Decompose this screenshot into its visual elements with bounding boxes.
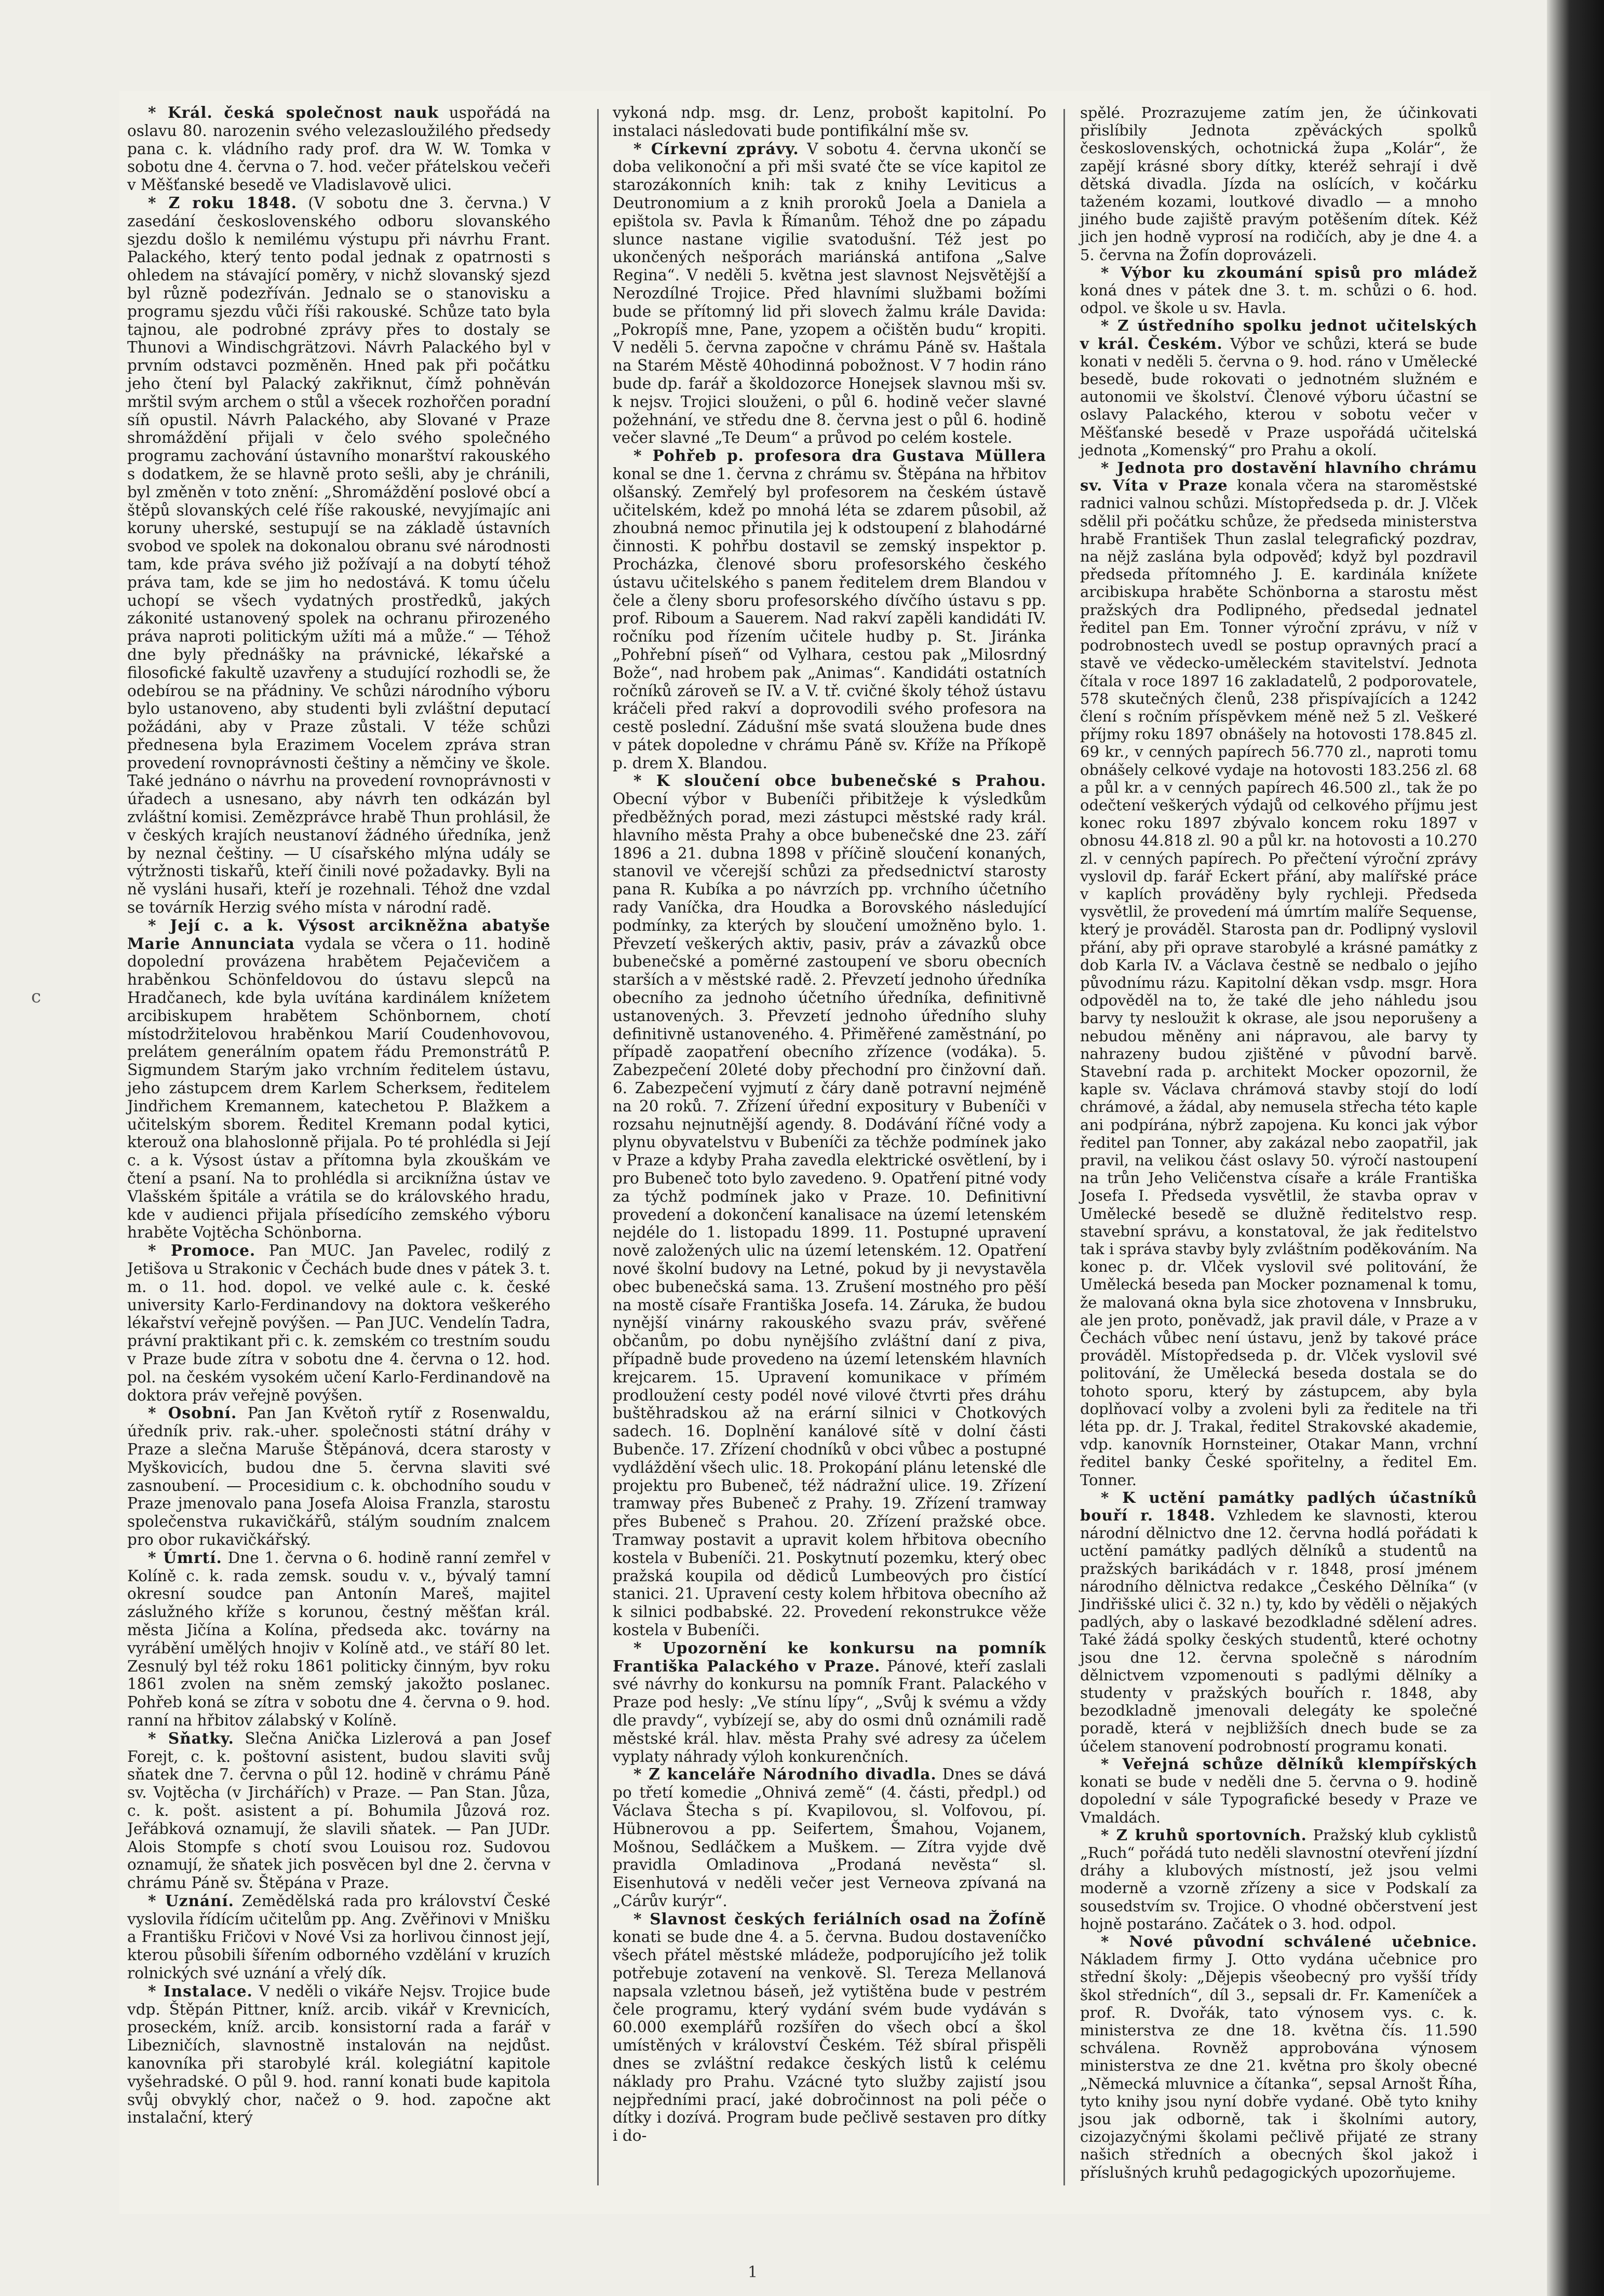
news-item-heading: * Její c. a k. Výsost arcikněžna abatyše Marie Annunciata — [127, 916, 550, 953]
news-item — [127, 194, 550, 917]
news-item-body: Slečna Anička Lizlerová a pan Josef Forejt, c. k. poštovní asistent, budou slaviti svůj sňatek dne 7. června o půl 12. hodině v chrámu Páně sv. Vojtěcha (v Jirchářích) v Praze. — Pan Stan. Jůza, c. k. pošt. asistent a pí. Bohumila Jůzová roz. Jeřábková oznamují, že slavili sňatek. — Pan JUDr. Alois Stompfe s chotí svou Louisou roz. Sudovou oznamují, že sňatek jich posvěcen byl dne 2. června v chrámu Páně sv. Štěpána v Praze. — [127, 1729, 550, 1892]
column-rule — [1063, 109, 1065, 2185]
news-item-heading: * Veřejná schůze dělníků klempířských — [1101, 1755, 1477, 1773]
news-item — [1080, 459, 1477, 1489]
news-item-body: Dne 1. června o 6. hodině ranní zemřel v Kolíně c. k. rada zemsk. soudu v. v., bývalý tamní okresní soudce pan Antonín Mareš, majitel záslužného kříže s korunou, čestný měšťan král. města Jičína a Kolína, předseda akc. továrny na vyrábění umělých hnojiv v Kolíně atd., ve stáří 80 let. Zesnulý byl též roku 1861 politicky činným, byv roku 1861 zvolen na sněm zemský jakožto poslanec. Pohřeb koná se zítra v sobotu dne 4. června o 9. hod. ranní na hřbitov zálabský v Kolíně. — [127, 1548, 550, 1729]
column-3 — [1080, 104, 1477, 2181]
margin-mark: c — [31, 986, 42, 1007]
page-folio: 1 — [748, 2263, 758, 2281]
news-item-heading: * Promoce. — [148, 1241, 256, 1260]
news-item-body: spělé. Prozrazujeme zatím jen, že účinkovati přislíbily Jednota zpěváckých spolků československých, ochotnická župa „Kolár“, že zapějí krásné sbory dítky, kteréž sehrají i dvě dětská divadla. Jízda na oslících, v kočárku taženém kozami, loutkové divadlo — a mnoho jiného bude zajiště pravým potěšením dítek. Kéž jich jen hodně vyprosí na rodičích, aby je dne 4. a 5. června na Žofín doprovázeli. — [1080, 104, 1477, 264]
news-item — [1080, 264, 1477, 317]
news-item — [1080, 104, 1477, 264]
news-item-heading: * Sňatky. — [148, 1729, 234, 1747]
news-item — [1080, 317, 1477, 459]
news-item-body: V sobotu 4. června ukončí se doba velikonoční a při mši svaté čte se více kapitol ze starozákonních knih: tak z knihy Leviticus a Deutronomium a z knih proroků Joela a Daniela a epištola sv. Pavla k Římanům. Téhož dne po západu slunce nastane vigilie svatodušní. Též jest po ukončených nešporách mariánská antifona „Salve Regina“. V neděli 5. května jest slavnost Nejsvětější a Nerozdílné Trojice. Před hlavními službami božími bude se přítomný lid při slovech žalmu krále Davida: „Pokropíš mne, Pane, yzopem a očištěn budu“ kropiti. V neděli 5. června započne v chrámu Páně sv. Haštala na Starém Městě 40hodinná pobožnost. V 7 hodin ráno bude dp. farář a školdozorce Honejsek slavnou mši sv. k nejsv. Trojici slouženi, o půl 6. hodině večer slavné požehnání, ve středu dne 8. června jest o půl 6. hodině večer slavné „Te Deum“ a průvod po celém kostele. — [613, 140, 1046, 447]
news-item — [127, 1892, 550, 1982]
news-item-body: Obecní výbor v Bubeníči přibitžeje k výsledkům předběžných porad, mezi zástupci městské rady král. hlavního města Prahy a obce bubenečské dne 23. září 1896 a 21. dubna 1898 v příčině sloučení konaných, stanovil ve včerejší schůzi za předsednictví starosty pana R. Kubíka a po návrzích pp. vrchního účetního rady Vaníčka, dra Houdka a Borovského následující podmínky, za kterých by sloučení umožněno bylo. 1. Převzetí veškerých aktiv, pasiv, práv a závazků obce bubenečské a poměrné zastoupení ve sboru obecních starších a v městské radě. 2. Převzetí jednoho úředníka obecního za jednoho účetního úředníka, definitivně ustanovených. 3. Převzetí jednoho úředního sluhy definitivně ustanoveného. 4. Přiměřené zaměstnání, po případě zaopatření obecního zřízence (vodáka). 5. Zabezpečení 20leté doby přechodní pro činžovní daň. 6. Zabezpečení vyjmutí z čáry daně potravní nejméně na 20 roků. 7. Zřízení úřední expositury v Bubeníči v rozsahu nejnutnější agendy. 8. Dodávání říčné vody a plynu obyvatelstvu v Bubeníči za těchže podmínek jako v Praze a kdyby Praha zavedla elektrické osvětlení, by i pro Bubeneč toto bylo zavedeno. 9. Opatření pitné vody za týchž podmínek jako v Praze. 10. Definitivní provedení a dokončení kanalisace na území letenském nejdéle do 1. listopadu 1899. 11. Postupné upravení nově založených ulic na území letenském. 12. Opatření nové školní budovy na Letné, pokud by ji nevystavěla obec bubenečská sama. 13. Zrušení mostného pro pěší na mostě císaře Františka Josefa. 14. Záruka, že budou nynější vinárny rakouského svazu práv, svěřené občanům, po dobu nynějšího zvláštní daní z piva, případně bude provedeno na území letenském hlavních krejcarem. 15. Upravení komunikace v přímém prodloužení cesty podél nové vilové čtvrti přes dráhu buštěhradskou až na erární silnici v Chotkových sadech. 16. Doplnění kanálové sítě v dolní části Bubenče. 17. Zřízení chodníků v obci vůbec a postupné vydláždění všech ulic. 18. Prokopání plánu letenské dle projektu pro Bubeneč, též nádražní ulice. 19. Zřízení tramway přes Bubeneč z Prahy. 19. Zřízení tramway přes Bubeneč s Prahou. 20. Zřízení pražské obce. Tramway postavit a upravit kolem hřbitova obecního kostela v Bubeníči. 21. Poskytnutí pozemku, který obec pražská koupila od dědiců Lumbeových pro čistící stanici. 21. Upravení cesty kolem hřbitova obecního až k silnici podbabské. 22. Provedení rekonstrukce věže kostela v Bubeníči. — [613, 790, 1046, 1639]
news-item-heading: * Z kruhů sportovních. — [1101, 1826, 1307, 1844]
news-item — [1080, 1933, 1477, 2181]
news-item — [613, 104, 1046, 140]
news-item-body: uspořádá na oslavu 80. narozenin svého velezasloužilého předsedy pana c. k. vládního rady prof. dra W. W. Tomka v sobotu dne 4. června o 7. hod. večer přátelskou večeři v Měšťanské besedě ve Vladislavově ulici. — [127, 104, 550, 194]
news-item — [1080, 1755, 1477, 1826]
column-rule — [597, 109, 599, 2185]
news-item-body: koná dnes v pátek dne 3. t. m. schůzi o 6. hod. odpol. ve škole u sv. Havla. — [1080, 281, 1477, 317]
news-item-heading: * K uctění památky padlých účastníků bouří r. 1848. — [1080, 1488, 1477, 1525]
news-item-heading: * Král. česká společnost nauk — [148, 103, 439, 121]
news-item-body: (V sobotu dne 3. června.) V zasedání československého odboru slovanského sjezdu došlo k nemilému výstupu při návrhu Frant. Palackého, který tento podal jednak z opatrnosti s ohledem na stávající poměry, v nichž slovanský sjezd byl různě podezříván. Jednalo se o stanovisku a programu sjezdu vůči říši rakouské. Schůze tato byla tajnou, ale podrobné zprávy přes to dostaly se Thunovi a Windischgrätzovi. Návrh Palackého byl v prvním odstavci pozměněn. Hned pak při počátku jeho čtení byl Palacký zakřiknut, čímž pohněván mrštil svým archem o stůl a všecek rozhořčen poradní síň opustil. Návrh Palackého, aby Slované v Praze shromáždění přijali v čelo svého společného programu zachování ústavního monarštví rakouského s dodatkem, že se hlavně proto sešli, aby je chránili, byl změněn v toto znění: „Shromáždění poslové obcí a štěpů slovanských celé říše rakouské, nevyjímajíc ani koruny uherské, sestupují se na základě ústavních svobod ve spolek na dokonalou obranu své národnosti tam, kde práva svého již požívají a na dobytí téhož práva tam, kde se jim ho nedostává. K tomu účelu uchopí se všech vydatných prostředků, jakých zákonité ustanovený spolek na ochranu přirozeného práva naproti politickým užíti má a může.“ — Téhož dne byly přednášky na právnické, lékařské a filosofické fakultě uzavřeny a studující rozhodli se, že odebírou se na přádniny. Ve schůzi národního výboru bylo ustanoveno, aby studenti byli zvláštní deputací požádáni, aby v Praze zůstali. V téže schůzi přednesena byla Erazimem Vocelem zpráva stran provedení rovnoprávnosti češtiny a němčiny ve škole. Také jednáno o návrhu na provedení rovnoprávnosti v úřadech a usnesano, aby návrh ten odkázán byl zvláštní komisi. Zemězprávce hrabě Thun prohlásil, že v českých krajích neustanoví žádného úředníka, jenž by neznal češtiny. — U císařského mlýna udály se výtržnosti tiskařů, kteří činili nové požadavky. Byli na ně vysláni husaři, kteří je rozehnali. Téhož dne vzdal se továrník Herzig svého místa v národní radě. — [127, 194, 550, 917]
news-item — [127, 917, 550, 1242]
news-item — [127, 1549, 550, 1730]
news-item-body: konal se dne 1. června z chrámu sv. Štěpána na hřbitov olšanský. Zemřelý byl profesorem na českém ústavě učitelském, kdež po mnohá léta se zdarem působil, až zhoubná nemoc přinutila jej k odstoupení z blahodárné činnosti. K pohřbu dostavil se zemský inspektor p. Procházka, členové sboru profesorského českého ústavu učitelského s panem ředitelem drem Blandou v čele a členy sboru profesorského dívčího ústavu s pp. prof. Riboum a Sauerem. Nad rakví zapěli kandidáti IV. ročníku pod řízením učitele hudby p. St. Jiránka „Pohřební píseň“ od Vylhara, cestou pak „Milosrdný Bože“, nad hrobem pak „Animas“. Kandidáti ostatních ročníků zároveň se IV. a V. tř. cvičné školy téhož ústavu kráčeli před rakví a doprovodili svého profesora na cestě poslední. Zádušní mše svatá sloužena bude dnes v pátek dopoledne v chrámu Páně sv. Kříže na Příkopě p. drem X. Blandou. — [613, 465, 1046, 772]
news-item-heading: * Osobní. — [148, 1404, 237, 1422]
news-item-body: vydala se včera o 11. hodině dopolední provázena hrabětem Pejačevičem a hraběnkou Schönfeldovou do ústavu slepců na Hradčanech, kde byla uvítána kardinálem knížetem arcibiskupem hrabětem Schönbornem, chotí místodržitelovou hraběnkou Marií Coudenhovovou, prelátem generálním opatem řádu Premonstrátů P. Sigmundem Starým jako vrchním ředitelem ústavu, jeho zástupcem drem Karlem Scherksem, ředitelem Jindřichem Kremannem, katechetou P. Blažkem a učitelským sborem. Ředitel Kremann podal kytici, kterouž ona blahoslonně přijala. Po té prohlédla si Její c. a k. Výsost ústav a přítomna byla zkouškám ve čtení a psaní. Na to prohlédla si arciknížna ústav ve Vlašském špitále a vrátila se do královského hradu, kde v audienci přijala přísedícího zemského výboru hraběte Vojtěcha Schönborna. — [127, 934, 550, 1242]
news-item-body: Vzhledem ke slavnosti, kterou národní dělnictvo dne 12. června hodlá pořádati k uctění památky padlých dělníků a studentů na pražských barikádách v r. 1848, prosí jménem národního dělnictva redakce „Českého Dělníka“ (v Jindřišské ulici č. 32 n.) ty, kdo by věděli o nějakých padlých, aby o laskavé bezodkladné sdělení adres. Také žádá spolky českých studentů, které ochotny jsou dne 12. června společně s národním dělnictvem vzpomenouti s padlými dělníky a studenty v pražských bouřích r. 1848, aby bezodkladně jmenovali delegáty ke společné poradě, která v nejbližších dnech bude se za účelem stanovení podrobností programu konati. — [1080, 1506, 1478, 1755]
news-item-heading: * Slavnost českých feriálních osad na Žofíně — [633, 1909, 1046, 1928]
news-item-body: Výbor ve schůzi, která se bude konati v neděli 5. června o 9. hod. ráno v Umělecké besedě, bude rokovati o jednotném služném e autonomii ve školství. Členové výboru účastní se oslavy Palackého, kterou v sobotu večer v Měšťanské besedě v Praze uspořádá učitelská jednota „Komenský“ pro Prahu a okolí. — [1080, 334, 1477, 459]
news-item-heading: * Instalace. — [148, 1981, 253, 2000]
news-item — [613, 447, 1046, 772]
column-1 — [127, 104, 550, 2127]
news-item-heading: * Jednota pro dostavění hlavního chrámu sv. Víta v Praze — [1080, 459, 1477, 495]
news-item-body: Pan Jan Květoň rytíř z Rosenwaldu, úředník priv. rak.-uher. společnosti státní dráhy v Praze a slečna Maruše Štěpánová, dcera starosty v Myškovicích, budou dne 5. června slaviti své zasnoubení. — Procesidium c. k. obchodního soudu v Praze jmenovalo pana Josefa Aloisa Franzla, starostu společenstva rukavičkářů, stálým soudním znalcem pro obor rukavičkářský. — [127, 1404, 550, 1548]
news-item-heading: * Výbor ku zkoumání spisů pro mládež — [1101, 263, 1477, 281]
news-item-body: vykoná ndp. msg. dr. Lenz, probošt kapitolní. Po instalaci následovati bude pontifikální mše sv. — [613, 104, 1046, 140]
news-item-heading: * Z ústředního spolku jednot učitelských v král. Českém. — [1080, 317, 1477, 352]
news-item-heading: * Nové původní schválené učebnice. — [1101, 1932, 1477, 1950]
news-item-body: Nákladem firmy J. Otto vydána učebnice pro střední školy: „Dějepis všeobecný pro vyšší třídy škol středních“, díl 3., sepsali dr. Fr. Kameníček a prof. R. Dvořák, tato výnosem vys. c. k. ministerstva ze dne 18. května čís. 11.590 schválena. Rovněž approbována výnosem ministerstva ze dne 21. května pro školy obecné „Německá mluvnice a čítanka“, sepsal Arnošt Říha, tyto knihy jsou nyní dobře vydané. Obě tyto knihy jsou jak odborně, tak i školními autory, cizojazyčnými školami pečlivě přijaté ze strany našich středních a obecných škol jakož i příslušných kruhů pedagogických upozorňujeme. — [1080, 1950, 1477, 2181]
news-item-heading: * K sloučení obce bubenečské s Prahou. — [633, 771, 1046, 790]
news-item — [1080, 1826, 1477, 1933]
news-item-heading: * Z kanceláře Národního divadla. — [633, 1765, 937, 1784]
news-item — [1080, 1489, 1477, 1755]
news-item-body: Zemědělská rada pro království České vyslovila řídícím učitelům pp. Ang. Zvěřinovi v Mnišku a Františku Fričovi v Nové Vsi za horlivou činnost její, kterou působili šířením odborného vzdělání v kruzích rolnických své uznání a vřelý dík. — [127, 1892, 550, 1982]
news-item — [613, 772, 1046, 1639]
news-item-body: Dnes se dává po třetí komedie „Ohnivá země“ (4. části, předpl.) od Václava Štecha s pí. Kvapilovou, sl. Volfovou, pí. Hübnerovou a pp. Seifertem, Šmahou, Vojanem, Mošnou, Sedláčkem a Muškem. — Zítra vyjde dvě pravidla Omladinova „Prodaná nevěsta“ sl. Eisenhutová v neděli večer jest Verneova zpívaná na „Cárův kurýr“. — [613, 1765, 1046, 1910]
news-item — [613, 140, 1046, 447]
news-item — [127, 1730, 550, 1892]
news-item — [127, 1242, 550, 1404]
news-item — [127, 1404, 550, 1548]
news-item-body: V neděli o vikáře Nejsv. Trojice bude vdp. Štěpán Pittner, kníž. arcib. vikář v Krevnicích, proseckém, kníž. arcib. konsistorní rada a farář v Libezničích, slavnostně instalován na nejdůst. kanovníka při starobylé král. kolegiátní kapitole vyšehradské. O půl 9. hod. ranní konati bude kapitola svůj obvyklý chor, načež o 9. hod. započne akt instalační, který — [127, 1982, 550, 2127]
news-item-heading: * Z roku 1848. — [148, 193, 297, 212]
news-item-body: konala včera na staroměstské radnici valnou schůzi. Místopředseda p. dr. J. Vlček sdělil při počátku schůze, že předseda ministerstva hrabě František Thun zaslal telegrafický pozdrav, na nějž zaslána byla odpověď; když byl pozdravil předseda přítomného J. E. kardinála knížete arcibiskupa hraběte Schönborna a starostu měst pražských dra Podlipného, předsedal jednatel ředitel pan Em. Tonner výroční zprávu, v níž v podrobnostech uvedl se postup opravných prací a stavě ve vědecko-uměleckém stavitelství. Jednota čítala v roce 1897 16 zakladatelů, 2 podporovatele, 578 skutečných členů, 238 přispívajících a 1242 člení s ročním příspěvkem méně než 5 zl. Veškeré příjmy roku 1897 obnášely na hotovosti 178.845 zl. 69 kr., v cenných papírech 56.770 zl., naproti tomu obnášely celkové vydaje na hotovosti 183.256 zl. 68 a půl kr. a v cenných papírech 46.500 zl., tak že po odečtení veškerých výdajů od celkového příjmu jest konec roku 1897 zbývalo koncem roku 1897 v obnosu 44.818 zl. 90 a půl kr. na hotovosti a 10.270 zl. v cenných papírech. Po přečtení výroční zprávy vyslovil dp. farář Eckert přání, aby malířské práce v kaplích prováděny byly rychleji. Předseda vysvětlil, že provedení má úmrtím malíře Sequense, který je prováděl. Starosta pan dr. Podlipný vyslovil přání, aby při oprave starobylé a krásné památky z dob Karla IV. a Václava čestně se nedbalo o jejího původnímu rázu. Kapitolní děkan vsdp. msgr. Hora odpověděl na to, že také dle jeho náhledu jsou barvy ty nesloužit k okrase, ale jsou neporušeny a nebudou měněny ani nápravou, ale barvy ty nahrazeny budou zjištěné v původní barvě. Stavební rada p. architekt Mocker opozornil, že kaple sv. Václava chrámová stavby stojí do lodí chrámové, a žádal, aby nemusela střecha této kaple ani podpírána, nýbrž zapojena. Ku konci jak výbor ředitel pan Tonner, aby zakázal nebo zaopatřil, jak pravil, na velikou část oslavy 50. výročí nastoupení na trůn Jeho Veličenstva císaře a krále Františka Josefa I. Předseda vysvětlil, že stavba oprav v Umělecké besedě se dlužně ředitelstvo resp. stavební správu, a konstatoval, že jak ředitelstvo tak i správa stavby byly zvláštním poděkováním. Na konec p. dr. Vlček vyslovil své politování, že Umělecká beseda pan Mocker poznamenal k tomu, že malovaná okna byla sice zhotovena v Innsbruku, ale jen proto, poněvadž, jak pravil dále, v Praze a v Čechách vůbec není ústavu, jenž by takové práce prováděl. Místopředseda p. dr. Vlček vyslovil své politování, že Umělecká beseda dostala se do tohoto sporu, který by zástupcem, aby byla doplňovací volby a zvoleni byli za ředitele na tři léta pp. dr. J. Trakal, ředitel Strakovské akademie, vdp. kanovník Hornsteiner, Otakar Mann, vrchní ředitel banky České spořitelny, a ředitel Em. Tonner. — [1080, 477, 1477, 1489]
news-item-body: konati se bude v neděli dne 5. června o 9. hodině dopolední v sále Typografické besedy v Praze ve Vmaldách. — [1080, 1773, 1477, 1826]
scan-edge — [1547, 0, 1604, 2296]
news-item — [613, 1910, 1046, 2145]
news-item — [613, 1639, 1046, 1766]
news-item-body: Pražský klub cyklistů „Ruch“ pořádá tuto neděli slavnostní otevření jízdní dráhy a klubových místností, jež jsou velmi moderně a vzorně zřízeny a sice v Podskalí za sousedstvím sv. Trojice. O vhodné občerstvení jest hojně postaráno. Začátek o 3. hod. odpol. — [1080, 1826, 1477, 1933]
news-item-heading: * Upozornění ke konkursu na pomník Františka Palackého v Praze. — [613, 1638, 1046, 1675]
news-item — [127, 1982, 550, 2127]
news-item — [613, 1765, 1046, 1910]
news-item-body: konati se bude dne 4. a 5. června. Budou dostaveníčko všech přátel městské mládeže, podporujícího jež tolik potřebuje zotavení na venkově. Sl. Tereza Mellanová napsala vzletnou báseň, jež vytištěna bude v pestrém čele programu, který vydání svém bude vydáván s 60.000 exemplářů rozšířen do všech obcí a škol umístěných v království Českém. Též sbíral přispěli dnes se zvláštní redakce českých listů k celému náklady pro Prahu. Vzácné tyto služby zajistí jsou nejpředními prací, jaké dobročinnost na poli péče o dítky i dozívá. Program bude pečlivě sestaven pro dítky i do- — [613, 1928, 1046, 2145]
column-2 — [613, 104, 1046, 2145]
news-item-heading: * Církevní zprávy. — [633, 139, 799, 158]
news-item-body: Pan MUC. Jan Pavelec, rodilý z Jetišova u Strakonic v Čechách bude dnes v pátek 3. t. m. o 11. hod. dopol. ve velké aule c. k. české university Karlo-Ferdinandovy na doktora veškerého lékařství veřejně povýšen. — Pan JUC. Vendelín Tadra, právní praktikant při c. k. zemském co trestním soudu v Praze bude zítra v sobotu dne 4. června o 12. hod. pol. na českém vysokém učení Karlo-Ferdinandově na doktora práv veřejně povýšen. — [127, 1242, 550, 1404]
news-item-heading: * Uznání. — [148, 1891, 234, 1910]
news-item-heading: * Úmrtí. — [148, 1548, 222, 1567]
news-item-heading: * Pohřeb p. profesora dra Gustava Müllera — [633, 446, 1046, 465]
news-item — [127, 104, 550, 194]
news-item-body: Pánové, kteří zaslali své návrhy do konkursu na pomník Frant. Palackého v Praze pod hesly: „Ve stínu lípy“, „Svůj k svému a vždy dle pravdy“, vybízejí se, aby do osmi dnů oznámili radě městské král. hlav. města Prahy své adresy za účelem vyplaty náhrady výloh konkurenčních. — [613, 1657, 1047, 1765]
